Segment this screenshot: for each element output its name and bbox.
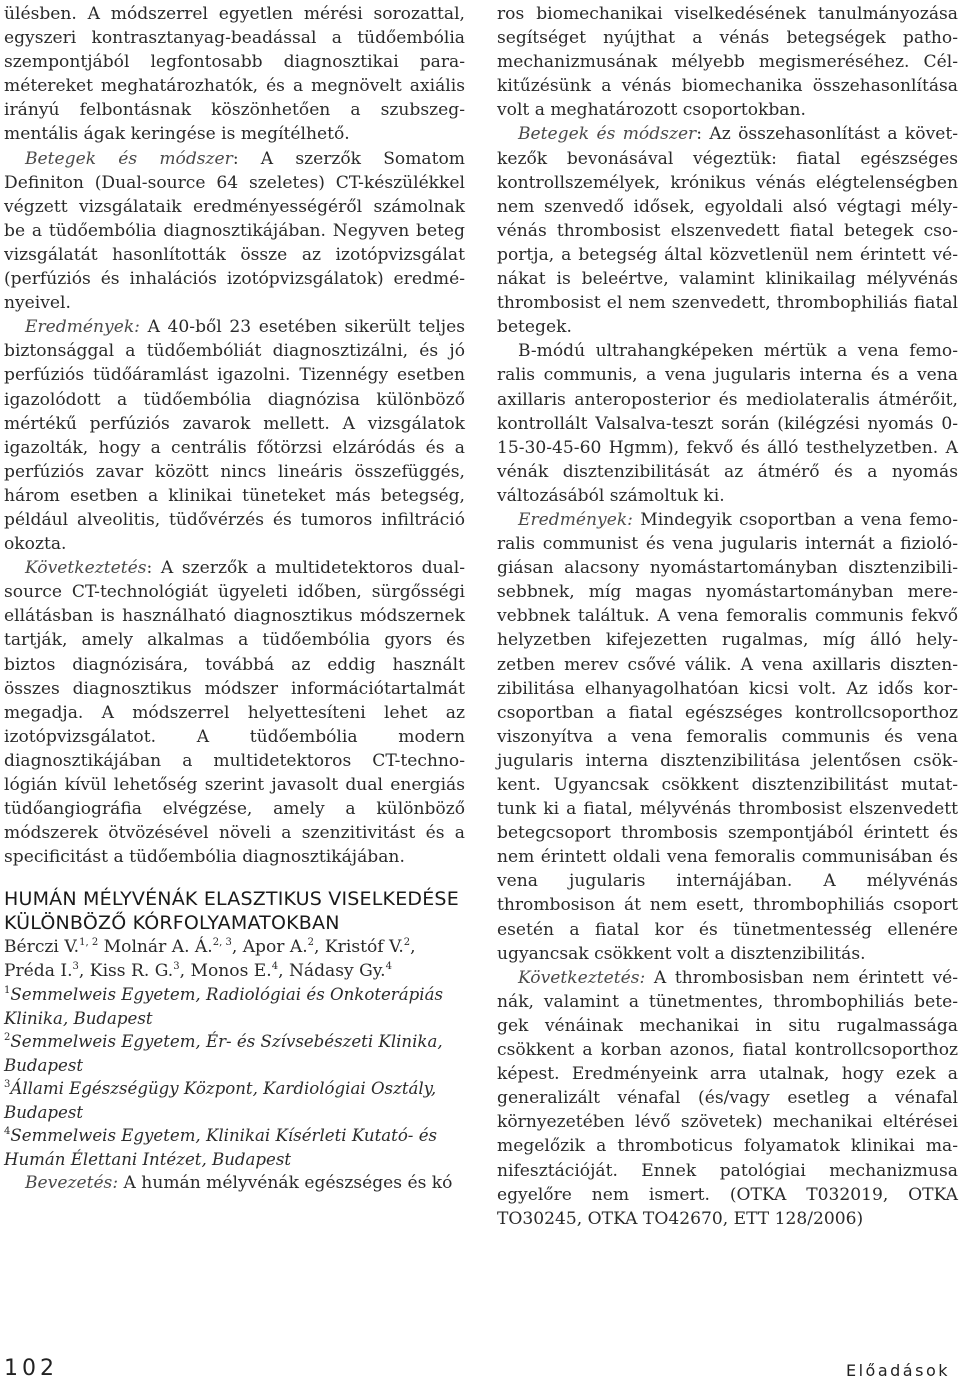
page-number: 102 [4,1356,58,1381]
results-lead: Eredmények: [518,509,633,530]
affiliation [4,1077,465,1124]
affiliation-list [4,983,465,1171]
paragraph-results [4,315,465,556]
author-affiliation-mark: 4 [385,961,392,973]
author-name: Molnár A. Á. [103,937,213,958]
paragraph-conclusion [4,556,465,869]
author-name: Kiss R. G. [89,961,174,982]
abstract-title: HUMÁN MÉLYVÉNÁK ELASZTIKUS VISELKEDÉSE KÜLÖNBÖZŐ KÓRFOLYAMATOKBAN [4,888,459,934]
affiliation-text: Állami Egészségügy Központ, Kardiológiai Osztály, Budapest [4,1079,437,1122]
author-name: Nádasy Gy. [288,961,386,982]
author-name: Kristóf V. [324,937,404,958]
methods-lead: Betegek és módszer [25,148,233,169]
paragraph-results [497,508,958,966]
paragraph-methods [4,147,465,316]
methods-text: : A szerzők Somatom Definiton (Dual-source 64 szeletes) CT-készülékkel végzett vizsgálataik eredményességéről számolnak be a tüdőembólia diagnosztikájában. Negyven beteg vizsgálatát hasonlították össze az izotópvizsgálat (perfúziós és inhalációs izotópvizsgálatok) eredményeivel. [4,148,465,314]
results-text: A 40-ből 23 esetében sikerült teljes biztonsággal a tüdőembóliát diagnosztizálni, és jó perfúziós tüdőáramlást igazolni. Tizennégy esetben igazolódott a tüdőembólia diagnózisa különböző mértékű perfúziós zavarok mellett. A vizsgálatok igazolták, hogy a centrális főtörzsi elzáródás és a perfúziós zavar között nincs lineáris összefüggés, három esetben a klinikai tüneteket más betegség, például alveolitis, tüdővérzés és tumoros infiltráció okozta. [4,317,465,555]
paragraph-measurement: B-módú ultrahangképeken mértük a vena femoralis communis, a vena jugularis interna és a vena axillaris anteroposterior és mediolateralis átmérőit, kontrollált Valsalva-teszt során (kilégzési nyomás 0-15-30-45-60 Hgmm), fekvő és álló testhelyzetben. A vénák disztenzibilitását az átmérő és a nyomás változásából számoltuk ki. [497,341,958,506]
author-name: Bérczi V. [4,937,80,958]
section-label: Előadások [846,1361,950,1380]
paragraph-conclusion [497,966,958,1231]
affiliation [4,1124,465,1171]
affiliation-text: Semmelweis Egyetem, Radiológiai és Onkoterápiás Klinika, Budapest [4,985,443,1028]
paragraph-continuation: ülésben. A módszerrel egyetlen mérési sorozattal, egyszeri kontrasztanyag-beadással a tüdőembólia szempontjából legfontosabb diagnosztikai paramétereket meghatározhatók, és a megnövelt axiális irányú felbontásnak köszönhetően a szubszegmentális ágak keringése is megítélhető. [4,4,465,145]
author-name: Préda I. [4,961,73,982]
author-affiliation-mark: 4 [271,961,279,973]
affiliation-number: 2 [4,1032,11,1044]
conclusion-text: : A szerzők a multidetektoros dualsource CT-technológiát ügyeleti időben, sürgősségi ellátásban is használható diagnosztikus módszernek tartják, amely alkalmas a tüdőembólia gyors és biztos diagnózisára, továbbá az eddig használt összes diagnosztikus módszer információtartalmát megadja. A módszerrel helyettesíteni lehet az izotópvizsgálatot. A tüdőembólia modern diagnosztikájában a multidetektoros CT-technológián kívül lehetőség szerint javasolt dual energiás tüdőangiográfia elvégzése, amely a különböző módszerek ötvözésével növeli a szenzitivitást és a specificitást a tüdőembólia diagnosztikájában. [4,558,465,868]
conclusion-lead: Következtetés [25,558,147,579]
affiliation-text: Semmelweis Egyetem, Ér- és Szívsebészeti Klinika, Budapest [4,1032,443,1075]
paragraph-introduction [4,1171,465,1195]
introduction-text: A humán mélyvénák egészséges és kó [118,1173,453,1194]
author-list: Bérczi V.$^{1, 2}$ Molnár A. Á.$^{2, 3}$, Apor A.$^2$, Kristóf V.$^2$, Préda I.$^3$, Kiss R. G.$^3$, Monos E.$^4$, Nádasy Gy.$^4$ [4,937,416,982]
methods-lead: Betegek és módszer [518,124,697,145]
introduction-lead: Bevezetés: [25,1173,119,1194]
author-affiliation-mark: 2, 3 [212,937,232,949]
author-affiliation-mark: 3 [72,961,79,973]
affiliation-number: 3 [4,1079,11,1091]
author-name: Monos E. [190,961,272,982]
conclusion-text: A thrombosisban nem érintett vénák, valamint a tünetmentes, thrombophiliás betegek vénáinak mechanikai in situ rugalmassága csökkent a korban azonos, fiatal kontrollcsoporthoz képest. Eredményeink arra utalnak, hogy ezek a generalizált vénafal (és/vagy esetleg a vénafal környezetében lévő szövetek) mechanikai eltérései megelőzik a thromboticus folyamatok klinikai manifesztációját. Ennek patológiai mechanizmusa egyelőre nem ismert. (OTKA T032019, OTKA TO30245, OTKA TO42670, ETT 128/2006) [497,967,958,1229]
author-affiliation-mark: 1, 2 [79,937,99,949]
affiliation-text: Semmelweis Egyetem, Klinikai Kísérleti Kutató- és Humán Élettani Intézet, Budapest [4,1126,438,1169]
left-column [4,2,465,1195]
affiliation [4,1030,465,1077]
results-lead: Eredmények: [25,317,140,338]
paragraph-methods [497,122,958,339]
right-column [497,2,958,1231]
affiliation [4,983,465,1030]
results-text: Mindegyik csoportban a vena femoralis communist és vena jugularis internát a fiziológiásan alacsony nyomástartományban disztenzibilisebbnek, míg magas nyomástartományban merevebbnek találtuk. A vena femoralis communis fekvő helyzetben kifejezetten rugalmas, míg álló helyzetben merev csővé válik. A vena axillaris disztenzibilitása elhanyagolhatóan kicsi volt. Az idős korcsoportban a fiatal egészséges kontrollcsoporthoz viszonyítva a vena femoralis communis és vena jugularis interna disztenzibilitása jelentősen csökkent. Ugyancsak csökkent disztenzibilitást mutattunk ki a fiatal, mélyvénás thrombosist elszenvedett betegcsoport thrombosis szempontjából érintett és nem érintett oldali vena femoralis communisában és vena jugularis internájában. A mélyvénás thrombosison át nem esett, thrombophiliás csoport esetén a fiatal kor és tünetmentesség ellenére ugyancsak csökkent volt a disztenzibilitás. [497,509,958,964]
affiliation-number: 4 [4,1126,11,1138]
author-name: Apor A. [242,937,308,958]
author-affiliation-mark: 2 [403,937,411,949]
author-affiliation-mark: 2 [307,937,315,949]
conclusion-lead: Következtetés: [518,967,646,988]
paragraph-introduction-continued: ros biomechanikai viselkedésének tanulmányozása segítséget nyújthat a vénás betegségek pathomechanizmusának mélyebb megismeréséhez. Célkitűzésünk a vénás biomechanika összehasonlítása volt a meghatározott csoportokban. [497,4,958,121]
methods-text: : Az összehasonlítást a következők bevonásával végeztük: fiatal egészséges kontrollszemélyek, krónikus vénás elégtelenségben nem szenvedő idősek, egyoldali alsó végtagi mélyvénás thrombosist elszenvedett fiatal betegek csoportja, a betegség által közvetlenül nem érintett vénákat is beleértve, valamint klinikailag mélyvénás thrombosist el nem szenvedett, thrombophiliás fiatal betegek. [497,124,958,338]
author-affiliation-mark: 3 [173,961,180,973]
affiliation-number: 1 [4,985,11,997]
